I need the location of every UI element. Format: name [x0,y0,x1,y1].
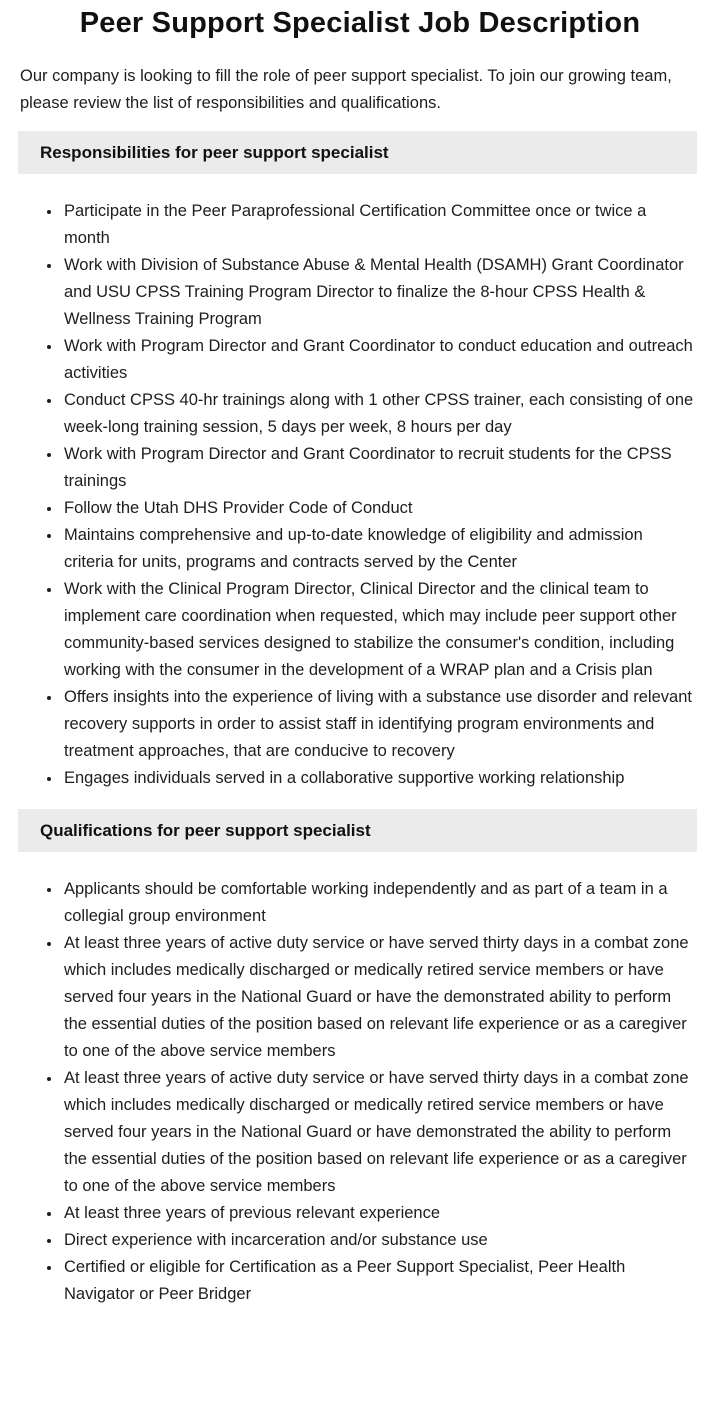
list-item: • Work with the Clinical Program Director, Clinical Director and the clinical team to implement care coordination when requested, which may include peer support other community-based services designed to stabilize the consumer's condition, including working with the consumer in the development of a WRAP plan and a Crisis plan [62,576,696,684]
responsibilities-heading: Responsibilities for peer support specialist [40,142,389,162]
list-item: • At least three years of active duty service or have served thirty days in a combat zone which includes medically discharged or medically retired service members or have served four years in the National Guard or have demonstrated the ability to perform the essential duties of the position based on relevant life experience or as a caregiver to one of the above service members [62,1065,696,1200]
responsibilities-list [20,198,696,792]
list-item: • Conduct CPSS 40-hr trainings along with 1 other CPSS trainer, each consisting of one week-long training session, 5 days per week, 8 hours per day [62,387,696,441]
list-item: • Applicants should be comfortable working independently and as part of a team in a collegial group environment [62,876,696,930]
qualifications-heading: Qualifications for peer support specialist [40,820,371,840]
list-item: • Work with Program Director and Grant Coordinator to recruit students for the CPSS trainings [62,441,696,495]
list-item: • At least three years of active duty service or have served thirty days in a combat zone which includes medically discharged or medically retired service members or have served four years in the National Guard or have the demonstrated ability to perform the essential duties of the position based on relevant life experience or as a caregiver to one of the above service members [62,930,696,1065]
list-item: • Certified or eligible for Certification as a Peer Support Specialist, Peer Health Navigator or Peer Bridger [62,1254,696,1308]
section-header-qualifications [18,809,697,852]
list-item: • Work with Division of Substance Abuse & Mental Health (DSAMH) Grant Coordinator and USU CPSS Training Program Director to finalize the 8-hour CPSS Health & Wellness Training Program [62,252,696,333]
qualifications-list [20,876,696,1308]
list-item: • Direct experience with incarceration and/or substance use [62,1227,696,1254]
list-item: • Maintains comprehensive and up-to-date knowledge of eligibility and admission criteria for units, programs and contracts served by the Center [62,522,696,576]
list-item: • Follow the Utah DHS Provider Code of Conduct [62,495,696,522]
section-header-responsibilities [18,131,697,174]
page-title: Peer Support Specialist Job Description [79,7,641,39]
list-item: • Engages individuals served in a collaborative supportive working relationship [62,765,696,792]
list-item: • At least three years of previous relevant experience [62,1200,696,1227]
list-item: • Work with Program Director and Grant Coordinator to conduct education and outreach activities [62,333,696,387]
intro-paragraph: Our company is looking to fill the role of peer support specialist. To join our growing team, please review the list of responsibilities and qualifications. [20,67,672,112]
list-item: • Offers insights into the experience of living with a substance use disorder and relevant recovery supports in order to assist staff in identifying program environments and treatment approaches, that are conducive to recovery [62,684,696,765]
list-item: • Participate in the Peer Paraprofessional Certification Committee once or twice a month [62,198,696,252]
